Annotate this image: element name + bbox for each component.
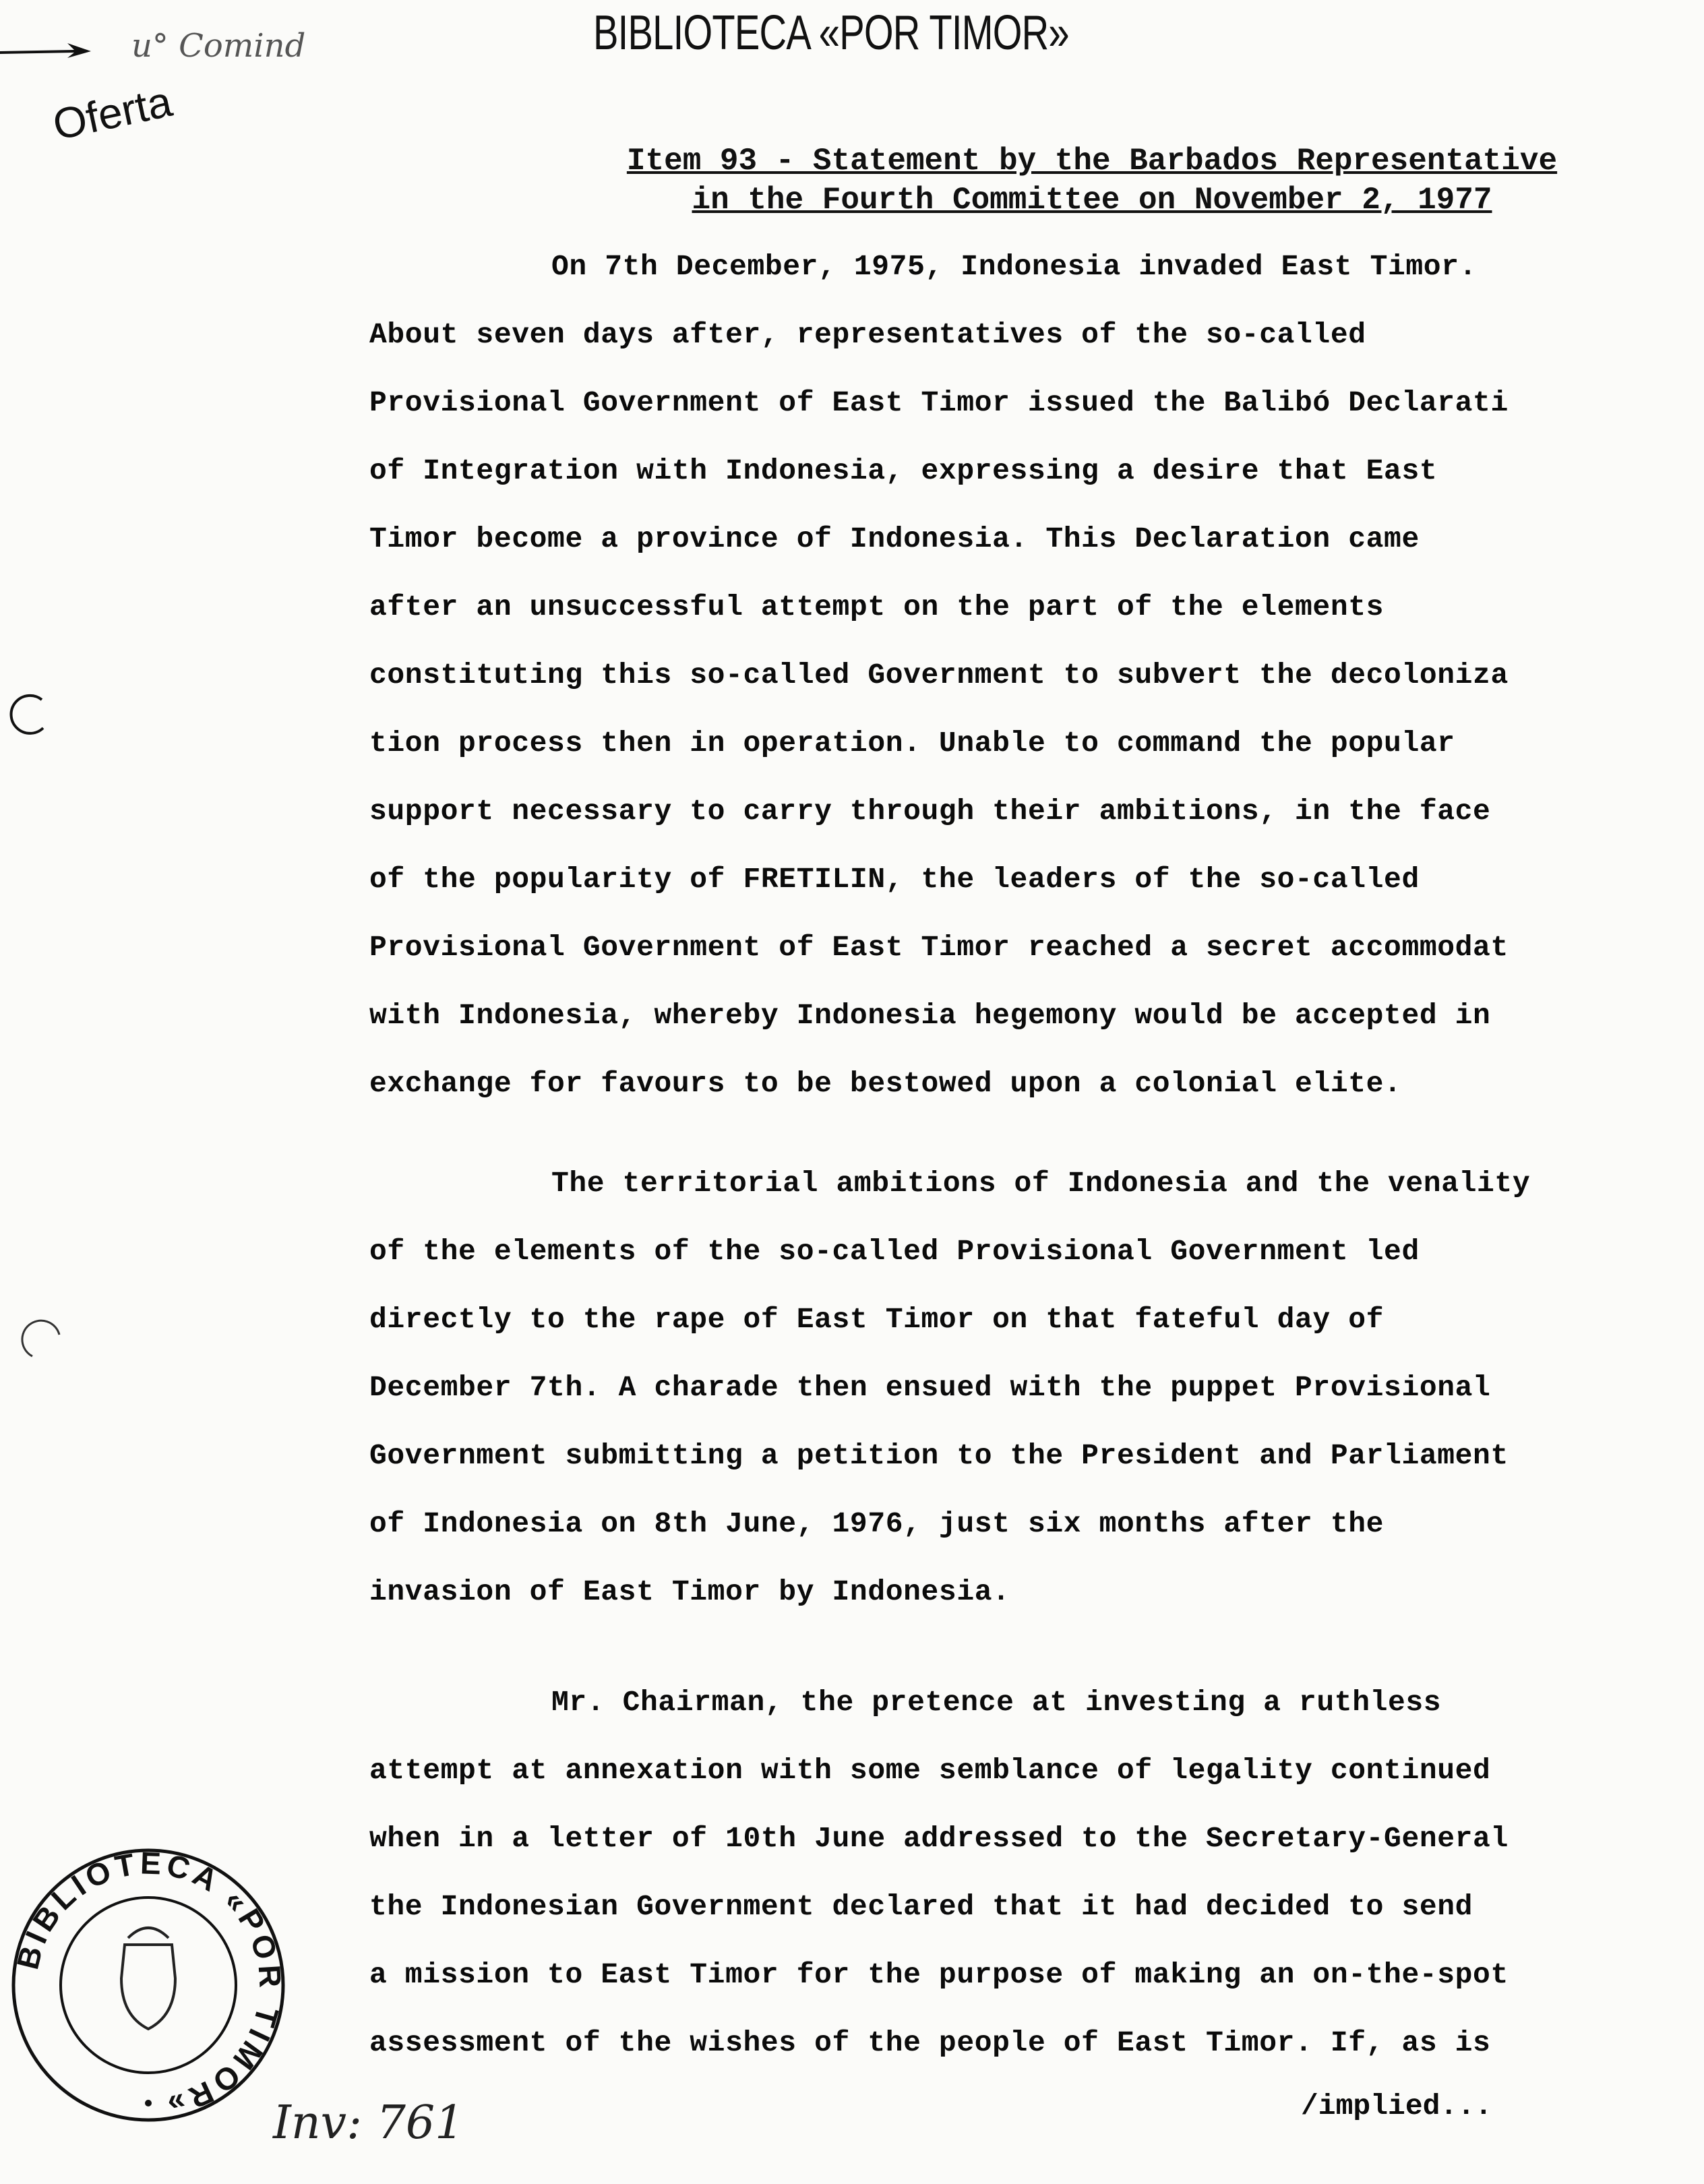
stamp-text: BIBLIOTECA «POR TIMOR» bbox=[9, 1845, 288, 2124]
continuation-text: /implied... bbox=[1301, 2090, 1492, 2123]
text-line: support necessary to carry through their ambitions, in the face bbox=[369, 795, 1491, 828]
text-line: Provisional Government of East Timor issued the Balibó Declarati bbox=[369, 386, 1509, 419]
library-header: BIBLIOTECA «POR TIMOR» bbox=[593, 6, 1069, 60]
title-line-2: in the Fourth Committee on November 2, 1977 bbox=[692, 183, 1492, 218]
text-line: December 7th. A charade then ensued with the puppet Provisional bbox=[369, 1371, 1491, 1404]
text-line: directly to the rape of East Timor on that fateful day of bbox=[369, 1303, 1384, 1336]
text-line: after an unsuccessful attempt on the part of the elements bbox=[369, 590, 1384, 624]
handwritten-note: u° Comind bbox=[131, 27, 306, 65]
paragraph-3 bbox=[369, 1668, 1684, 2077]
text-line: of the popularity of FRETILIN, the leaders of the so-called bbox=[369, 863, 1420, 896]
text-line: The territorial ambitions of Indonesia and the venality bbox=[551, 1167, 1531, 1200]
text-line: attempt at annexation with some semblance of legality continued bbox=[369, 1754, 1491, 1787]
text-line: when in a letter of 10th June addressed to the Secretary-General bbox=[369, 1822, 1509, 1855]
offer-handwriting: Oferta bbox=[49, 77, 177, 150]
text-line: About seven days after, representatives of the so-called bbox=[369, 318, 1366, 351]
text-line: assessment of the wishes of the people of East Timor. If, as is bbox=[369, 2026, 1491, 2059]
text-line: invasion of East Timor by Indonesia. bbox=[369, 1575, 1010, 1608]
text-line: On 7th December, 1975, Indonesia invaded East Timor. bbox=[551, 250, 1478, 283]
title-line-1: Item 93 - Statement by the Barbados Representative bbox=[626, 144, 1558, 179]
text-line: of Indonesia on 8th June, 1976, just six months after the bbox=[369, 1507, 1384, 1540]
text-line: tion process then in operation. Unable to command the popular bbox=[369, 727, 1455, 760]
document-title bbox=[580, 142, 1604, 220]
punch-hole-icon bbox=[19, 1314, 66, 1368]
punch-hole-icon bbox=[8, 688, 55, 741]
text-line: of Integration with Indonesia, expressing a desire that East bbox=[369, 454, 1438, 487]
arrow-mark-icon bbox=[0, 42, 91, 59]
text-line: constituting this so-called Government to subvert the decoloniza bbox=[369, 659, 1509, 692]
library-stamp-icon bbox=[7, 1844, 290, 2127]
text-line: the Indonesian Government declared that it had decided to send bbox=[369, 1890, 1473, 1923]
inventory-number: Inv: 761 bbox=[273, 2096, 464, 2150]
svg-text:BIBLIOTECA «POR TIMOR» bbox=[9, 1845, 288, 2123]
text-line: Government submitting a petition to the President and Parliament bbox=[369, 1439, 1509, 1472]
text-line: Provisional Government of East Timor reached a secret accommodat bbox=[369, 931, 1509, 964]
text-line: of the elements of the so-called Provisional Government led bbox=[369, 1235, 1420, 1268]
text-line: a mission to East Timor for the purpose of making an on-the-spot bbox=[369, 1958, 1509, 1991]
text-line: Timor become a province of Indonesia. This Declaration came bbox=[369, 522, 1420, 555]
text-line: exchange for favours to be bestowed upon a colonial elite. bbox=[369, 1067, 1402, 1100]
text-line: Mr. Chairman, the pretence at investing a ruthless bbox=[551, 1686, 1442, 1719]
paragraph-2 bbox=[369, 1149, 1684, 1626]
text-line: with Indonesia, whereby Indonesia hegemony would be accepted in bbox=[369, 999, 1491, 1032]
paragraph-1 bbox=[369, 233, 1684, 1118]
